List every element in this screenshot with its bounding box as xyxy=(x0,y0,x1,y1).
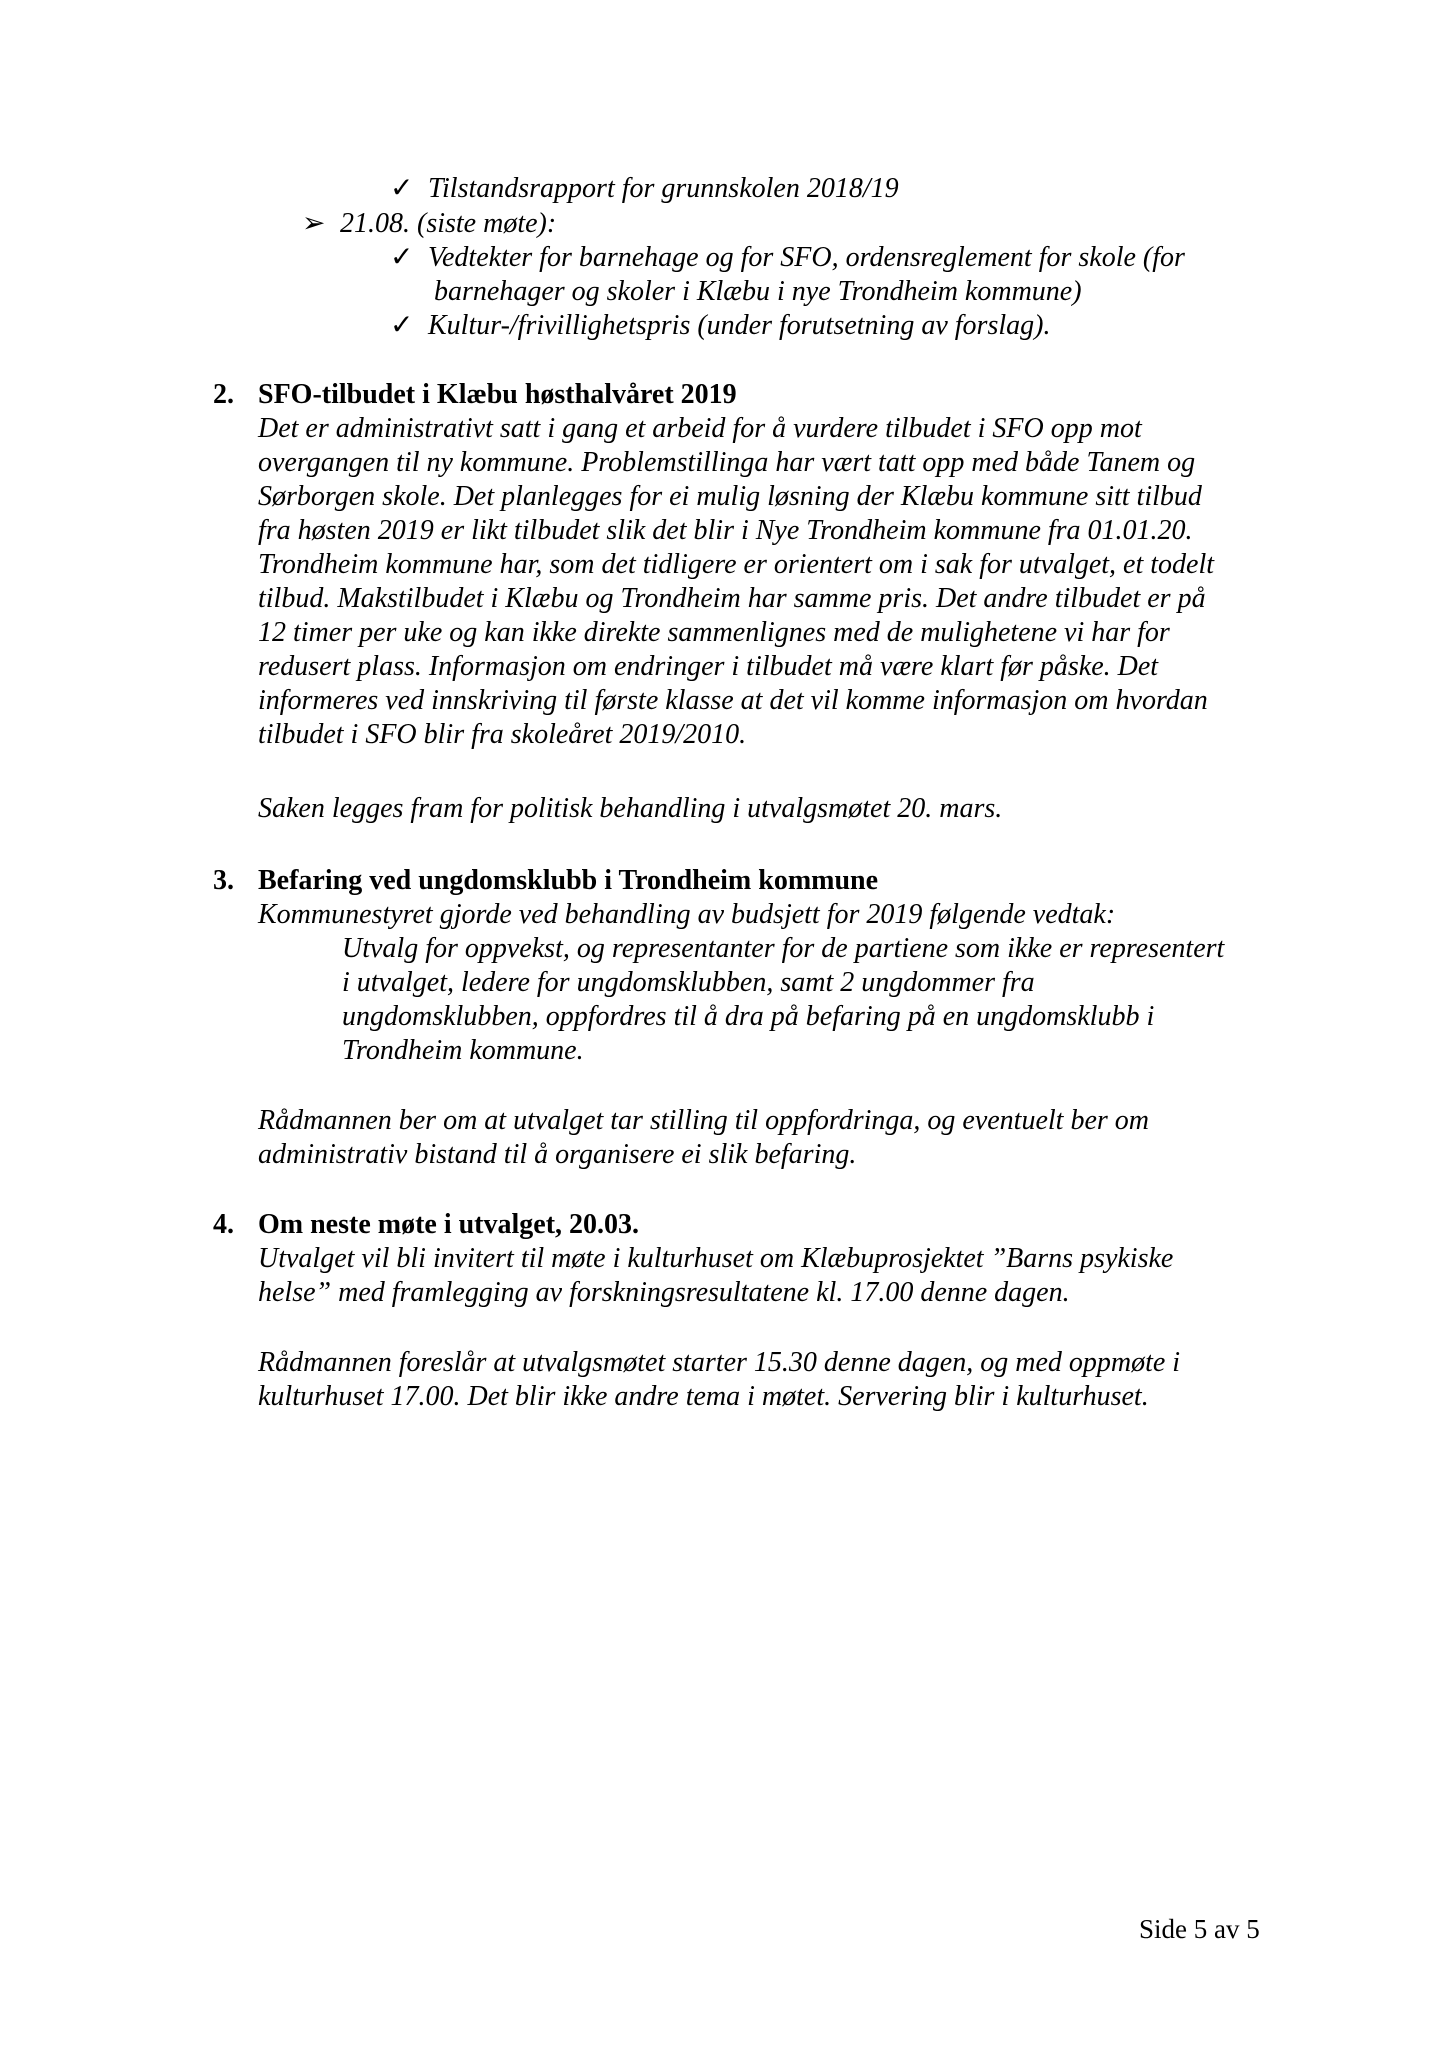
paragraph-line: redusert plass. Informasjon om endringer i tilbudet må være klart før påske. Det xyxy=(258,651,1159,682)
paragraph-line: kulturhuset 17.00. Det blir ikke andre tema i møtet. Servering blir i kulturhuset. xyxy=(258,1381,1149,1412)
list-item: Vedtekter for barnehage og for SFO, ordensreglement for skole (for xyxy=(428,242,1185,273)
paragraph-line: fra høsten 2019 er likt tilbudet slik det blir i Nye Trondheim kommune fra 01.01.20. xyxy=(258,515,1193,546)
paragraph-line: 12 timer per uke og kan ikke direkte sammenlignes med de mulighetene vi har for xyxy=(258,617,1170,648)
section-number: 3. xyxy=(213,865,234,896)
checkmark-icon: ✓ xyxy=(390,242,414,273)
list-item: Kultur-/frivillighetspris (under forutsetning av forslag). xyxy=(428,310,1051,341)
paragraph-line: tilbudet i SFO blir fra skoleåret 2019/2010. xyxy=(258,719,747,750)
paragraph-line: tilbud. Makstilbudet i Klæbu og Trondheim har samme pris. Det andre tilbudet er på xyxy=(258,583,1206,614)
checkmark-icon: ✓ xyxy=(390,310,414,341)
section-heading: Om neste møte i utvalget, 20.03. xyxy=(258,1209,640,1240)
quote-line: Utvalg for oppvekst, og representanter for de partiene som ikke er representert xyxy=(342,933,1225,964)
paragraph-line: Trondheim kommune har, som det tidligere er orientert om i sak for utvalget, et todelt xyxy=(258,549,1215,580)
quote-line: Trondheim kommune. xyxy=(342,1035,584,1066)
paragraph-line: Rådmannen ber om at utvalget tar stilling til oppfordringa, og eventuelt ber om xyxy=(258,1105,1149,1136)
section-heading: Befaring ved ungdomsklubb i Trondheim kommune xyxy=(258,865,879,896)
checkmark-icon: ✓ xyxy=(390,173,414,204)
section-heading: SFO-tilbudet i Klæbu høsthalvåret 2019 xyxy=(258,379,737,410)
paragraph-line: administrativ bistand til å organisere ei slik befaring. xyxy=(258,1139,857,1170)
paragraph-line: helse” med framlegging av forskningsresultatene kl. 17.00 denne dagen. xyxy=(258,1277,1070,1308)
paragraph-line: Utvalget vil bli invitert til møte i kulturhuset om Klæbuprosjektet ”Barns psykiske xyxy=(258,1243,1174,1274)
quote-line: i utvalget, ledere for ungdomsklubben, samt 2 ungdommer fra xyxy=(342,967,1035,998)
paragraph-line: Saken legges fram for politisk behandling i utvalgsmøtet 20. mars. xyxy=(258,793,1003,824)
paragraph-line: Sørborgen skole. Det planlegges for ei mulig løsning der Klæbu kommune sitt tilbud xyxy=(258,481,1202,512)
arrowhead-bullet-icon: ➢ xyxy=(302,208,326,239)
paragraph-line: Rådmannen foreslår at utvalgsmøtet starter 15.30 denne dagen, og med oppmøte i xyxy=(258,1347,1181,1378)
quote-line: ungdomsklubben, oppfordres til å dra på befaring på en ungdomsklubb i xyxy=(342,1001,1155,1032)
section-number: 2. xyxy=(213,379,234,410)
paragraph-line: informeres ved innskriving til første klasse at det vil komme informasjon om hvordan xyxy=(258,685,1208,716)
section-number: 4. xyxy=(213,1209,234,1240)
list-item: 21.08. (siste møte): xyxy=(340,208,557,239)
page-number: Side 5 av 5 xyxy=(1139,1914,1260,1944)
paragraph-line: Det er administrativt satt i gang et arbeid for å vurdere tilbudet i SFO opp mot xyxy=(258,413,1142,444)
paragraph-line: overgangen til ny kommune. Problemstillinga har vært tatt opp med både Tanem og xyxy=(258,447,1196,478)
paragraph-line: Kommunestyret gjorde ved behandling av budsjett for 2019 følgende vedtak: xyxy=(258,899,1116,930)
list-item: Tilstandsrapport for grunnskolen 2018/19 xyxy=(428,173,899,204)
list-item-continuation: barnehager og skoler i Klæbu i nye Trondheim kommune) xyxy=(434,276,1082,307)
